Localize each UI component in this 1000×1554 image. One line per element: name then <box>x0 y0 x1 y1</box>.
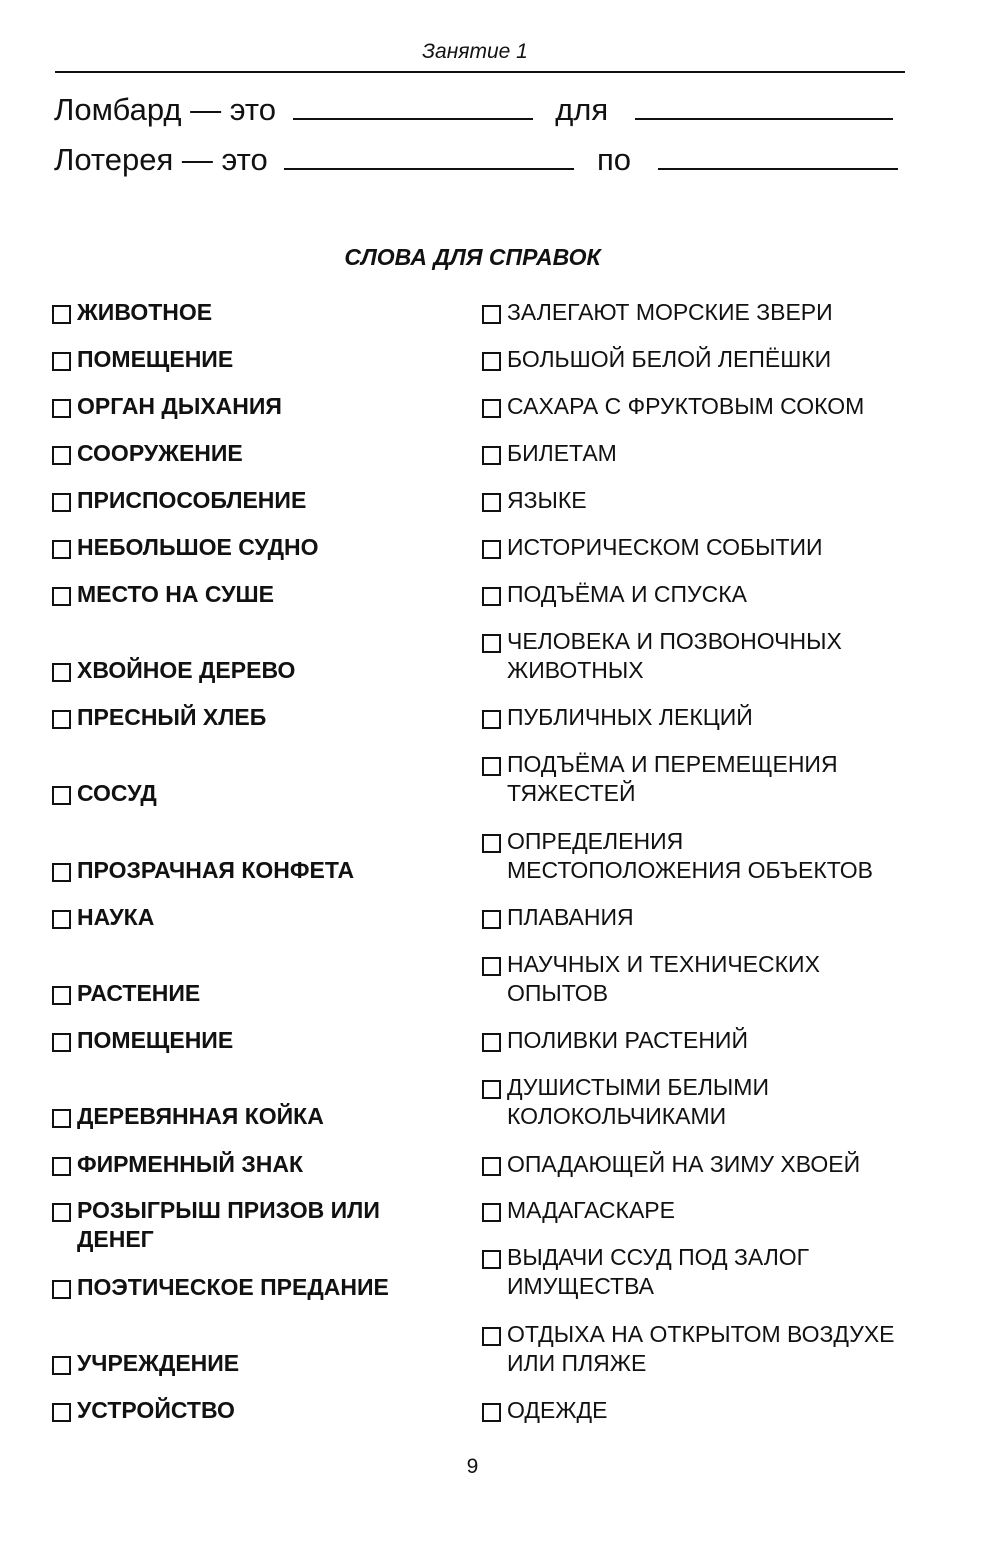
page-number: 9 <box>466 1455 479 1478</box>
right-word-label: БОЛЬШОЙ БЕЛОЙ ЛЕПЁШКИ <box>507 346 832 372</box>
checkbox[interactable] <box>482 957 501 976</box>
sentence-subject: Лотерея <box>54 142 174 177</box>
checkbox[interactable] <box>482 634 501 653</box>
checkbox[interactable] <box>52 540 71 559</box>
checkbox[interactable] <box>52 1157 71 1176</box>
checkbox[interactable] <box>482 305 501 324</box>
left-word-item <box>52 1102 442 1131</box>
right-word-label: МАДАГАСКАРЕ <box>507 1197 675 1223</box>
right-word-item <box>482 703 912 732</box>
right-word-label: ЯЗЫКЕ <box>507 487 587 513</box>
sentence-dash: — <box>190 92 222 127</box>
checkbox[interactable] <box>482 540 501 559</box>
left-word-label: РАСТЕНИЕ <box>77 980 201 1006</box>
checkbox[interactable] <box>52 986 71 1005</box>
left-word-label: ПОМЕЩЕНИЕ <box>77 1027 234 1053</box>
right-word-item <box>482 1073 912 1131</box>
checkbox[interactable] <box>482 1403 501 1422</box>
left-word-item <box>52 656 442 685</box>
checkbox[interactable] <box>52 446 71 465</box>
left-word-label: НАУКА <box>77 904 155 930</box>
left-word-item <box>52 979 442 1008</box>
right-word-label: ПОЛИВКИ РАСТЕНИЙ <box>507 1027 748 1053</box>
right-word-label: ДУШИСТЫМИ БЕЛЫМИ КОЛОКОЛЬЧИКАМИ <box>507 1074 769 1129</box>
right-word-item <box>482 1396 912 1425</box>
right-word-item <box>482 486 912 515</box>
checkbox[interactable] <box>482 757 501 776</box>
checkbox[interactable] <box>52 910 71 929</box>
left-word-item <box>52 486 442 515</box>
right-word-label: ЗАЛЕГАЮТ МОРСКИЕ ЗВЕРИ <box>507 299 833 325</box>
right-word-item <box>482 903 912 932</box>
left-word-item <box>52 1150 442 1179</box>
right-word-item <box>482 1196 912 1225</box>
left-word-label: РОЗЫГРЫШ ПРИЗОВ ИЛИ ДЕНЕГ <box>77 1197 380 1252</box>
reference-title: СЛОВА ДЛЯ СПРАВОК <box>344 244 601 270</box>
checkbox[interactable] <box>482 587 501 606</box>
left-word-item <box>52 345 442 374</box>
checkbox[interactable] <box>52 1109 71 1128</box>
checkbox[interactable] <box>482 910 501 929</box>
checkbox[interactable] <box>482 493 501 512</box>
sentence-1 <box>54 92 893 128</box>
left-word-item <box>52 1349 442 1378</box>
left-word-label: УЧРЕЖДЕНИЕ <box>77 1350 240 1376</box>
right-word-item <box>482 392 912 421</box>
checkbox[interactable] <box>52 587 71 606</box>
right-word-item <box>482 950 912 1008</box>
right-word-label: ОПАДАЮЩЕЙ НА ЗИМУ ХВОЕЙ <box>507 1151 861 1177</box>
header-divider <box>55 71 905 73</box>
left-word-item <box>52 580 442 609</box>
right-word-label: ИСТОРИЧЕСКОМ СОБЫТИИ <box>507 534 823 560</box>
left-word-item <box>52 298 442 327</box>
checkbox[interactable] <box>52 1403 71 1422</box>
left-word-label: ПОМЕЩЕНИЕ <box>77 346 234 372</box>
left-word-item <box>52 856 442 885</box>
right-word-item <box>482 1320 912 1378</box>
left-word-label: ПРИСПОСОБЛЕНИЕ <box>77 487 307 513</box>
right-word-item <box>482 580 912 609</box>
left-word-label: УСТРОЙСТВО <box>77 1397 235 1423</box>
sentence-connector: по <box>597 142 632 177</box>
checkbox[interactable] <box>482 1327 501 1346</box>
left-word-label: ПРЕСНЫЙ ХЛЕБ <box>77 704 267 730</box>
checkbox[interactable] <box>52 710 71 729</box>
right-word-item <box>482 1243 912 1301</box>
right-word-item <box>482 298 912 327</box>
right-word-label: ПУБЛИЧНЫХ ЛЕКЦИЙ <box>507 704 753 730</box>
right-word-label: ОДЕЖДЕ <box>507 1397 608 1423</box>
sentence-2 <box>54 142 898 178</box>
right-word-label: ПОДЪЁМА И СПУСКА <box>507 581 747 607</box>
left-word-label: НЕБОЛЬШОЕ СУДНО <box>77 534 319 560</box>
left-word-label: ФИРМЕННЫЙ ЗНАК <box>77 1151 304 1177</box>
right-word-label: ВЫДАЧИ ССУД ПОД ЗАЛОГ ИМУЩЕСТВА <box>507 1244 810 1299</box>
checkbox[interactable] <box>482 1250 501 1269</box>
left-word-label: ХВОЙНОЕ ДЕРЕВО <box>77 657 296 683</box>
checkbox[interactable] <box>52 1280 71 1299</box>
checkbox[interactable] <box>52 493 71 512</box>
right-word-label: ОПРЕДЕЛЕНИЯ МЕСТОПОЛОЖЕНИЯ ОБЪЕКТОВ <box>507 828 874 883</box>
sentence-connector: для <box>555 92 609 127</box>
checkbox[interactable] <box>482 1157 501 1176</box>
left-word-label: ПОЭТИЧЕСКОЕ ПРЕДАНИЕ <box>77 1274 389 1300</box>
checkbox[interactable] <box>482 399 501 418</box>
left-word-label: ОРГАН ДЫХАНИЯ <box>77 393 282 419</box>
right-word-item <box>482 827 912 885</box>
left-word-label: ЖИВОТНОЕ <box>77 299 213 325</box>
left-word-item <box>52 1396 442 1425</box>
checkbox[interactable] <box>52 863 71 882</box>
checkbox[interactable] <box>482 352 501 371</box>
left-word-item <box>52 1196 442 1254</box>
left-word-item <box>52 392 442 421</box>
right-word-label: ЧЕЛОВЕКА И ПОЗВОНОЧНЫХ ЖИВОТНЫХ <box>507 628 842 683</box>
checkbox[interactable] <box>482 1080 501 1099</box>
sentence-verb: это <box>221 142 268 177</box>
left-word-item <box>52 1026 442 1055</box>
right-word-item <box>482 627 912 685</box>
checkbox[interactable] <box>52 305 71 324</box>
checkbox[interactable] <box>52 1033 71 1052</box>
checkbox[interactable] <box>52 663 71 682</box>
answer-blank[interactable] <box>658 144 898 170</box>
right-word-label: ОТДЫХА НА ОТКРЫТОМ ВОЗДУХЕ ИЛИ ПЛЯЖЕ <box>507 1321 895 1376</box>
right-word-item <box>482 533 912 562</box>
answer-blank[interactable] <box>293 94 533 120</box>
checkbox[interactable] <box>52 786 71 805</box>
checkbox[interactable] <box>482 710 501 729</box>
answer-blank[interactable] <box>284 144 574 170</box>
checkbox[interactable] <box>482 834 501 853</box>
checkbox[interactable] <box>482 446 501 465</box>
lesson-header: Занятие 1 <box>422 40 528 63</box>
answer-blank[interactable] <box>635 94 893 120</box>
left-word-item <box>52 903 442 932</box>
checkbox[interactable] <box>482 1203 501 1222</box>
left-word-item <box>52 533 442 562</box>
right-word-label: ПОДЪЁМА И ПЕРЕМЕЩЕНИЯ ТЯЖЕСТЕЙ <box>507 751 838 806</box>
checkbox[interactable] <box>52 1356 71 1375</box>
right-word-label: БИЛЕТАМ <box>507 440 617 466</box>
right-word-label: САХАРА С ФРУКТОВЫМ СОКОМ <box>507 393 865 419</box>
left-word-label: ПРОЗРАЧНАЯ КОНФЕТА <box>77 857 355 883</box>
left-word-item <box>52 703 442 732</box>
right-word-label: ПЛАВАНИЯ <box>507 904 634 930</box>
sentence-subject: Ломбард <box>54 92 182 127</box>
checkbox[interactable] <box>52 399 71 418</box>
checkbox[interactable] <box>52 1203 71 1222</box>
left-word-label: СООРУЖЕНИЕ <box>77 440 243 466</box>
checkbox[interactable] <box>52 352 71 371</box>
left-word-label: ДЕРЕВЯННАЯ КОЙКА <box>77 1103 324 1129</box>
left-word-item <box>52 439 442 468</box>
right-word-label: НАУЧНЫХ И ТЕХНИЧЕСКИХ ОПЫТОВ <box>507 951 820 1006</box>
right-word-item <box>482 1026 912 1055</box>
left-word-item <box>52 779 442 808</box>
right-word-item <box>482 1150 912 1179</box>
left-word-item <box>52 1273 442 1302</box>
right-word-item <box>482 345 912 374</box>
right-word-item <box>482 439 912 468</box>
sentence-dash: — <box>181 142 213 177</box>
checkbox[interactable] <box>482 1033 501 1052</box>
right-word-item <box>482 750 912 808</box>
sentence-verb: это <box>229 92 276 127</box>
left-word-label: МЕСТО НА СУШЕ <box>77 581 274 607</box>
left-word-label: СОСУД <box>77 780 157 806</box>
